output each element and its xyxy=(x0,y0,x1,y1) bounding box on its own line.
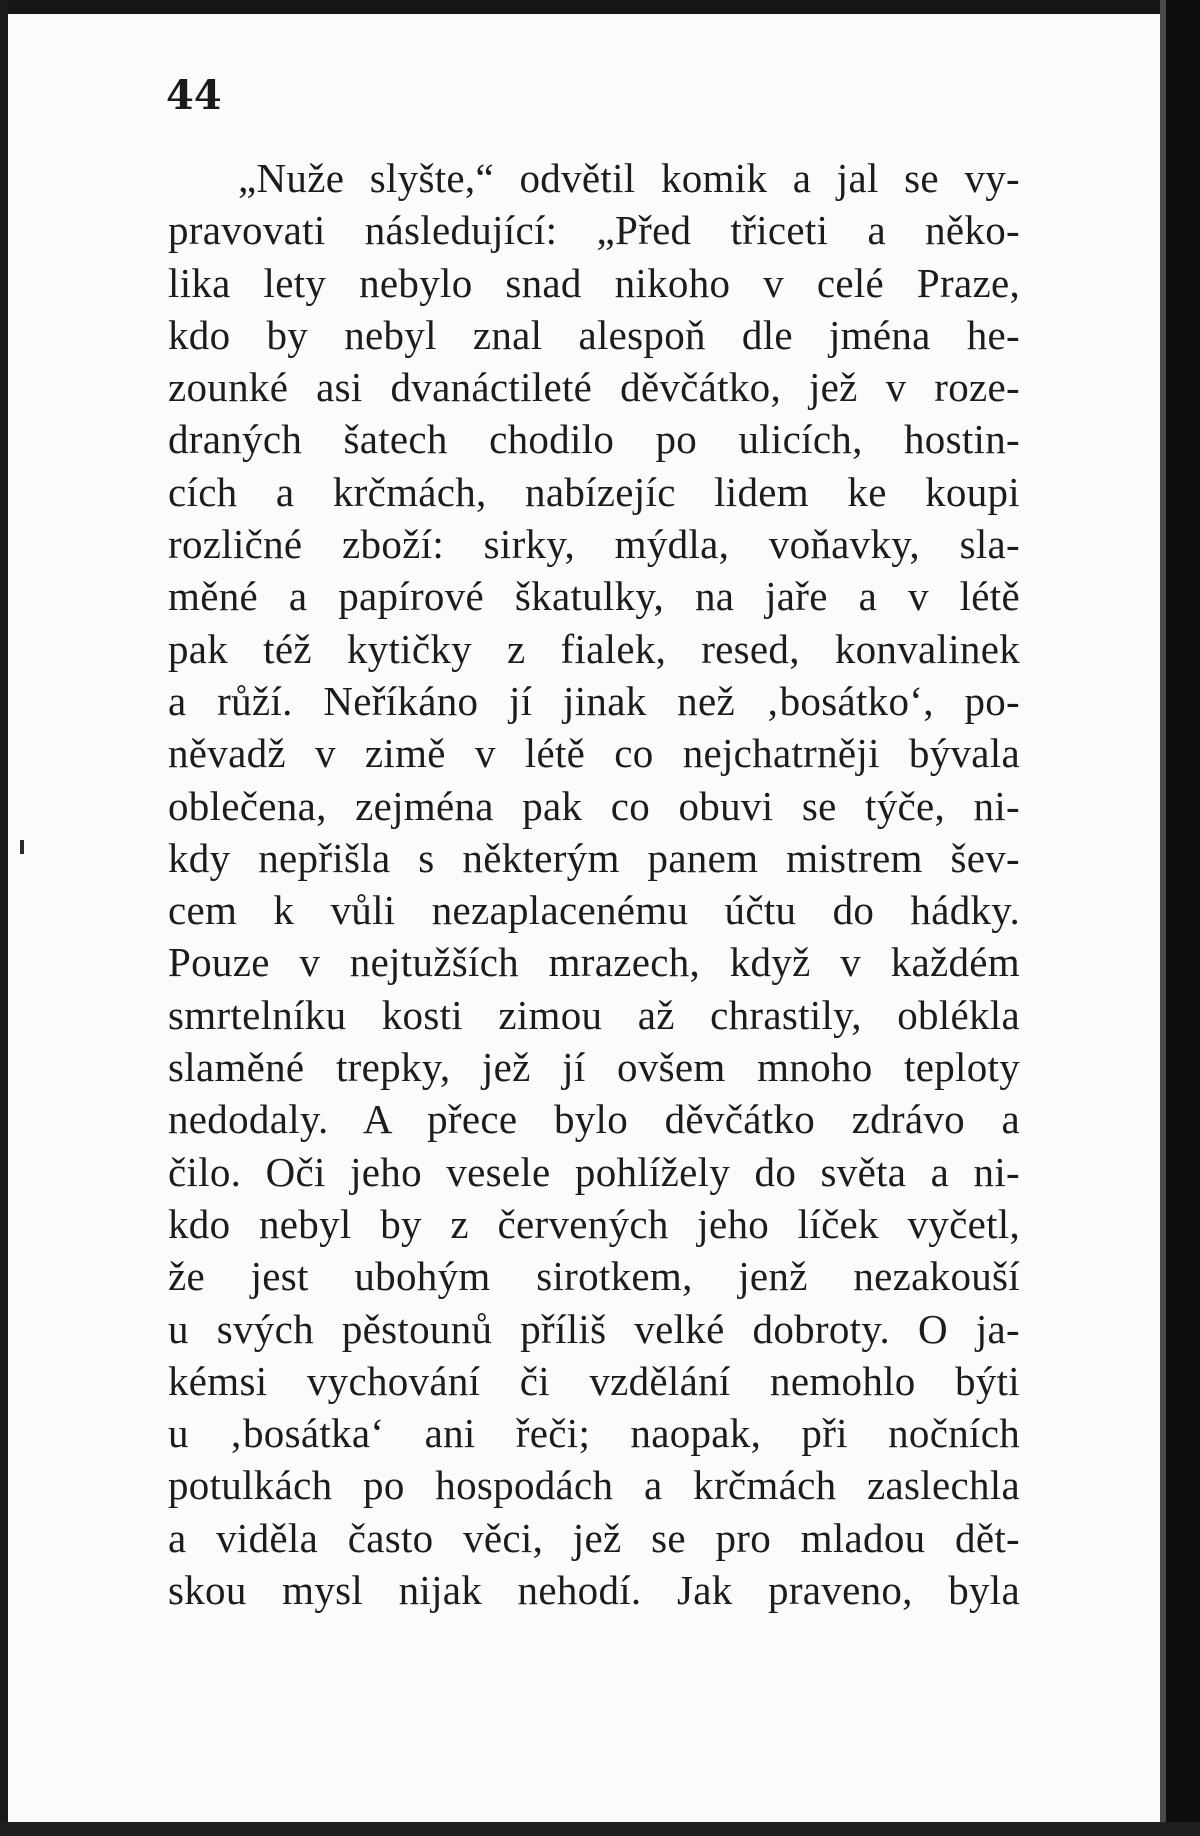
text-line: cem k vůli nezaplacenému účtu do hádky. xyxy=(168,887,1020,934)
text-line: rozličné zboží: sirky, mýdla, voňavky, sla- xyxy=(168,521,1020,568)
text-line: měné a papírové škatulky, na jaře a v létě xyxy=(168,573,1020,620)
text-line: potulkách po hospodách a krčmách zaslechla xyxy=(168,1462,1020,1509)
text-line: slaměné trepky, jež jí ovšem mnoho teploty xyxy=(168,1044,1020,1091)
scan-edge-bottom xyxy=(0,1822,1200,1836)
text-line: u ‚bosátka‘ ani řeči; naopak, při nočních xyxy=(168,1410,1020,1457)
text-line: draných šatech chodilo po ulicích, hostin- xyxy=(168,416,1020,463)
text-line: něvadž v zimě v létě co nejchatrněji bývala xyxy=(168,730,1020,777)
text-line: nedodaly. A přece bylo děvčátko zdrávo a xyxy=(168,1096,1020,1143)
text-line: cích a krčmách, nabízejíc lidem ke koupi xyxy=(168,468,1020,515)
scan-edge-top xyxy=(0,0,1200,14)
text-line: pak též kytičky z fialek, resed, konvalinek xyxy=(168,625,1020,672)
text-line: „Nuže slyšte,“ odvětil komik a jal se vy- xyxy=(238,155,1020,201)
text-line: oblečena, zejména pak co obuvi se týče, ni- xyxy=(168,782,1020,829)
scan-edge-left xyxy=(0,0,8,1836)
scan-mark xyxy=(20,840,24,854)
text-line: kdo by nebyl znal alespoň dle jména he- xyxy=(168,311,1020,358)
text-line: pravovati následující: „Před třiceti a něko- xyxy=(168,207,1020,254)
text-line: čilo. Oči jeho vesele pohlížely do světa a ni- xyxy=(168,1148,1020,1195)
text-line: skou mysl nijak nehodí. Jak praveno, byla xyxy=(168,1567,1020,1614)
text-line: u svých pěstounů příliš velké dobroty. O ja- xyxy=(168,1305,1020,1352)
text-line: že jest ubohým sirotkem, jenž nezakouší xyxy=(168,1253,1020,1300)
text-line: smrtelníku kosti zimou až chrastily, oblékla xyxy=(168,991,1020,1038)
text-line: zounké asi dvanáctileté děvčátko, jež v roze- xyxy=(168,364,1020,411)
page-number: 44 xyxy=(166,72,222,119)
text-line: lika lety nebylo snad nikoho v celé Praze, xyxy=(168,259,1020,306)
text-line: Pouze v nejtužších mrazech, když v každém xyxy=(168,939,1020,986)
text-line: kdo nebyl by z červených jeho líček vyčetl, xyxy=(168,1200,1020,1247)
text-line: a viděla často věci, jež se pro mladou dět- xyxy=(168,1514,1020,1561)
body-text xyxy=(168,152,1020,1616)
text-line: a růží. Neříkáno jí jinak než ‚bosátko‘, po- xyxy=(168,677,1020,724)
scan-edge-right xyxy=(1166,0,1200,1836)
text-line: kdy nepřišla s některým panem mistrem šev- xyxy=(168,834,1020,881)
text-line: kémsi vychování či vzdělání nemohlo býti xyxy=(168,1357,1020,1404)
